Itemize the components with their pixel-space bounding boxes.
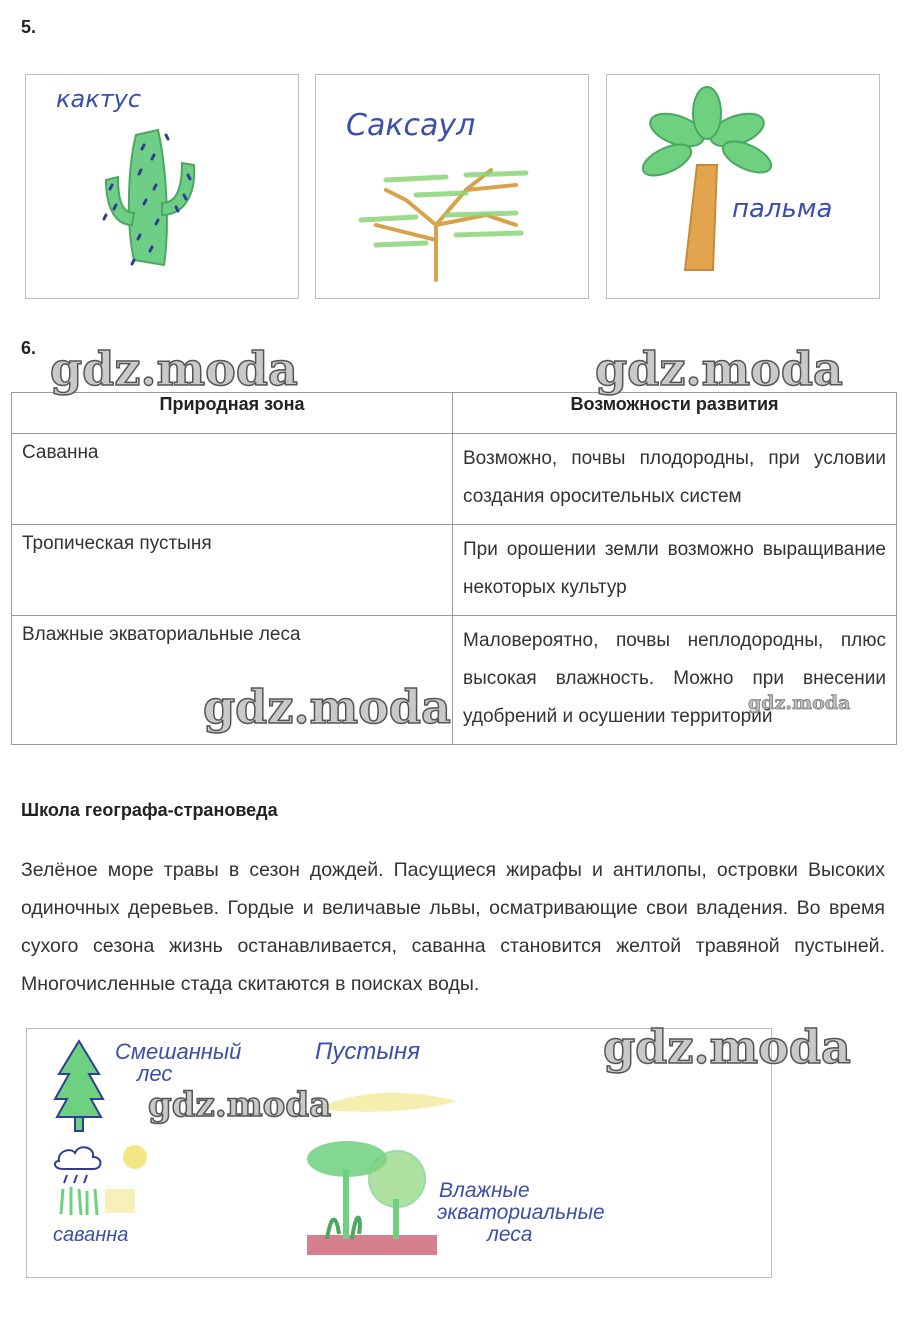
savanna-description: Зелёное море травы в сезон дождей. Пасущиеся жирафы и антилопы, островки Высоких одиночных деревьев. Гордые и величавые львы, осматривающие свои владения. Во время сухого сезона жизнь останавливается, саванна становится желтой травяной пустыней. Многочисленные стада скитаются в поисках воды. [21,859,885,995]
watermark: gdz.moda [595,342,843,396]
spruce-tree-icon [55,1041,103,1131]
palm-drawing [607,75,879,298]
mixed-forest-label-2: лес [137,1061,173,1086]
zone-cell: Тропическая пустыня [12,525,453,616]
palm-label: пальма [732,194,833,224]
mixed-forest-label-1: Смешанный [115,1039,242,1064]
palm-drawing-frame [606,74,880,299]
watermark: gdz.moda [603,1020,851,1074]
equatorial-label-2: экваториальные [437,1201,605,1224]
watermark: gdz.moda [203,680,451,734]
task-6-number: 6. [21,338,37,358]
task-5-number: 5. [21,17,37,37]
table-header-row [12,393,897,434]
saxaul-drawing [316,75,588,298]
header-development-possibilities: Возможности развития [453,393,897,434]
zones-drawing-frame [26,1028,772,1278]
natural-zones-table [11,392,897,745]
possibility-cell: При орошении земли возможно выращивание некоторых культур [453,525,897,616]
zone-cell: Саванна [12,434,453,525]
savanna-label: саванна [53,1224,129,1246]
cactus-drawing-frame [25,74,299,299]
table-row [12,434,897,525]
cactus-drawing [26,75,298,298]
savanna-icon [55,1145,147,1215]
watermark: gdz.moda [748,692,851,714]
desert-label: Пустыня [315,1038,421,1065]
possibility-cell: Возможно, почвы плодородны, при условии создания оросительных систем [453,434,897,525]
zones-drawing [27,1029,771,1277]
possibility-cell: Маловероятно, почвы неплодородны, плюс высокая влажность. Можно при внесении удобрений и осушении территорий [453,616,897,745]
saxaul-drawing-frame [315,74,589,299]
header-natural-zone: Природная зона [12,393,453,434]
equatorial-label-3: леса [487,1223,533,1246]
section-title: Школа географа-страноведа [21,800,278,820]
watermark: gdz.moda [50,342,298,396]
watermark: gdz.moda [148,1085,332,1125]
equatorial-forest-icon [307,1141,437,1255]
zone-cell: Влажные экваториальные леса [12,616,453,745]
desert-dunes [317,1093,457,1112]
saxaul-label: Саксаул [346,108,476,143]
table-row [12,616,897,745]
cactus-label: кактус [56,85,142,113]
equatorial-label-1: Влажные [439,1179,530,1202]
table-row [12,525,897,616]
